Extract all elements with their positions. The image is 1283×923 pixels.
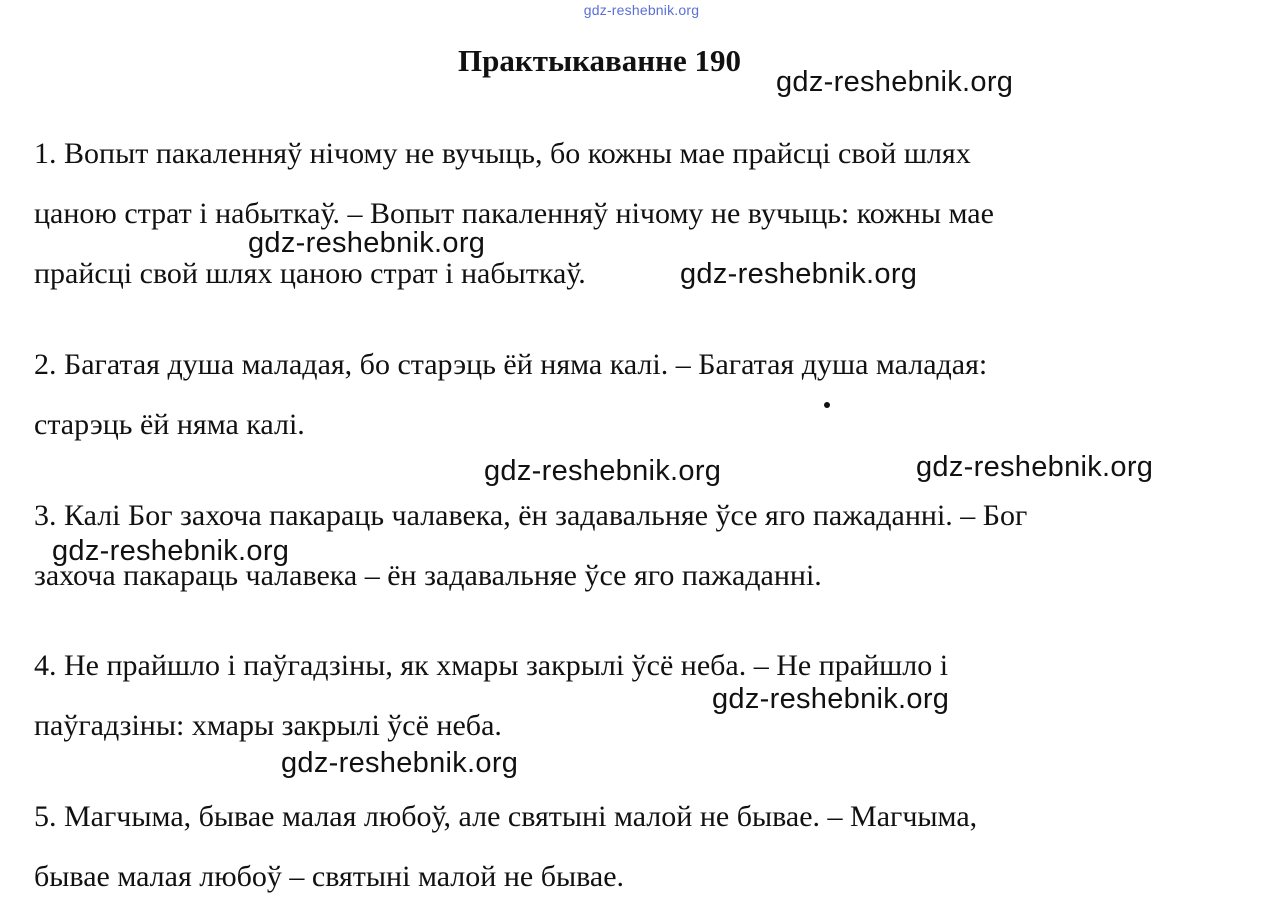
- watermark: gdz-reshebnik.org: [281, 747, 519, 779]
- watermark: gdz-reshebnik.org: [248, 227, 486, 259]
- watermark: gdz-reshebnik.org: [712, 683, 950, 715]
- stray-dot: [824, 402, 830, 408]
- source-watermark: gdz-reshebnik.org: [583, 2, 700, 18]
- watermark: gdz-reshebnik.org: [484, 455, 722, 487]
- watermark: gdz-reshebnik.org: [776, 66, 1014, 98]
- exercise-item-1: 1. Вопыт пакаленняў нічому не вучыць, бо кожны мае прайсці свой шлях цаною страт і набыткаў. – Вопыт пакаленняў нічому не вучыць: кожны мае прайсці свой шлях цаною страт і набыткаў.: [34, 137, 994, 290]
- watermark: gdz-reshebnik.org: [916, 451, 1154, 483]
- exercise-item-4: 4. Не прайшло і паўгадзіны, як хмары закрылі ўсё неба. – Не прайшло і паўгадзіны: хмары закрылі ўсё неба.: [34, 649, 949, 742]
- watermark: gdz-reshebnik.org: [52, 535, 290, 567]
- exercise-item-2: 2. Багатая душа маладая, бо старэць ёй няма калі. – Багатая душа маладая: старэць ёй няма калі.: [34, 348, 988, 441]
- page-title: Практыкаванне 190: [458, 43, 742, 78]
- watermark: gdz-reshebnik.org: [680, 258, 918, 290]
- exercise-item-5: 5. Магчыма, бывае малая любоў, але святыні малой не бывае. – Магчыма, бывае малая любоў – святыні малой не бывае.: [34, 800, 978, 893]
- exercise-item-3: 3. Калі Бог захоча пакараць чалавека, ён задавальняе ўсе яго пажаданні. – Бог захоча пакараць чалавека – ён задавальняе ўсе яго пажаданні.: [34, 499, 1028, 592]
